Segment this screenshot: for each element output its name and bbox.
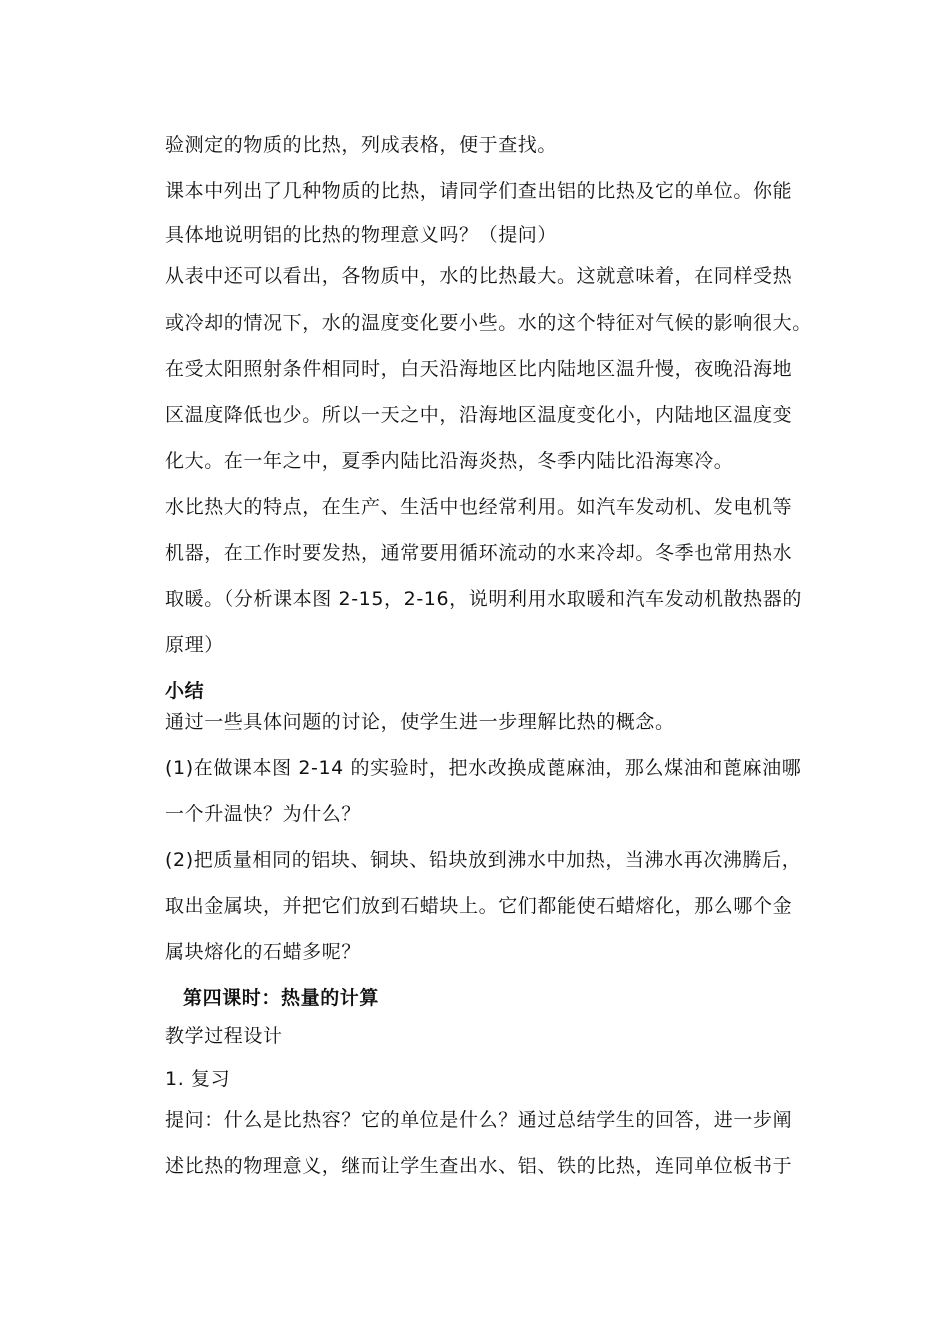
text-line: 通过一些具体问题的讨论，使学生进一步理解比热的概念。 (165, 711, 675, 733)
text-line: 1. 复习 (165, 1068, 231, 1090)
text-line: 具体地说明铝的比热的物理意义吗？（提问） (165, 224, 558, 246)
text-line: 取暖。（分析课本图 2-15，2-16，说明利用水取暖和汽车发动机散热器的 (165, 588, 802, 610)
text-line: 验测定的物质的比热，列成表格，便于查找。 (165, 134, 558, 156)
lesson-heading: 第四课时：热量的计算 (183, 987, 380, 1009)
text-line: 机器，在工作时要发热，通常要用循环流动的水来冷却。冬季也常用热水 (165, 542, 793, 564)
text-line: 区温度降低也少。所以一天之中，沿海地区温度变化小，内陆地区温度变 (165, 404, 793, 426)
text-line: 从表中还可以看出，各物质中，水的比热最大。这就意味着，在同样受热 (165, 265, 793, 287)
text-line: 水比热大的特点，在生产、生活中也经常利用。如汽车发动机、发电机等 (165, 496, 793, 518)
text-line: 原理） (165, 634, 224, 656)
text-line: 在受太阳照射条件相同时，白天沿海地区比内陆地区温升慢，夜晚沿海地 (165, 358, 793, 380)
text-line: 课本中列出了几种物质的比热，请同学们查出铝的比热及它的单位。你能 (165, 180, 793, 202)
text-line: 属块熔化的石蜡多呢？ (165, 941, 362, 963)
text-line: (1)在做课本图 2-14 的实验时，把水改换成蓖麻油，那么煤油和蓖麻油哪 (165, 757, 802, 779)
text-line: 述比热的物理意义，继而让学生查出水、铝、铁的比热，连同单位板书于 (165, 1155, 793, 1177)
text-line: (2)把质量相同的铝块、铜块、铅块放到沸水中加热，当沸水再次沸腾后， (165, 849, 802, 871)
text-line: 化大。在一年之中，夏季内陆比沿海炎热，冬季内陆比沿海寒冷。 (165, 450, 734, 472)
text-line: 或冷却的情况下，水的温度变化要小些。水的这个特征对气候的影响很大。 (165, 312, 812, 334)
text-line: 教学过程设计 (165, 1025, 283, 1047)
text-line: 提问：什么是比热容？它的单位是什么？通过总结学生的回答，进一步阐 (165, 1109, 793, 1131)
section-heading-summary: 小结 (165, 680, 205, 702)
text-line: 取出金属块，并把它们放到石蜡块上。它们都能使石蜡熔化，那么哪个金 (165, 895, 793, 917)
text-line: 一个升温快？为什么？ (165, 803, 362, 825)
